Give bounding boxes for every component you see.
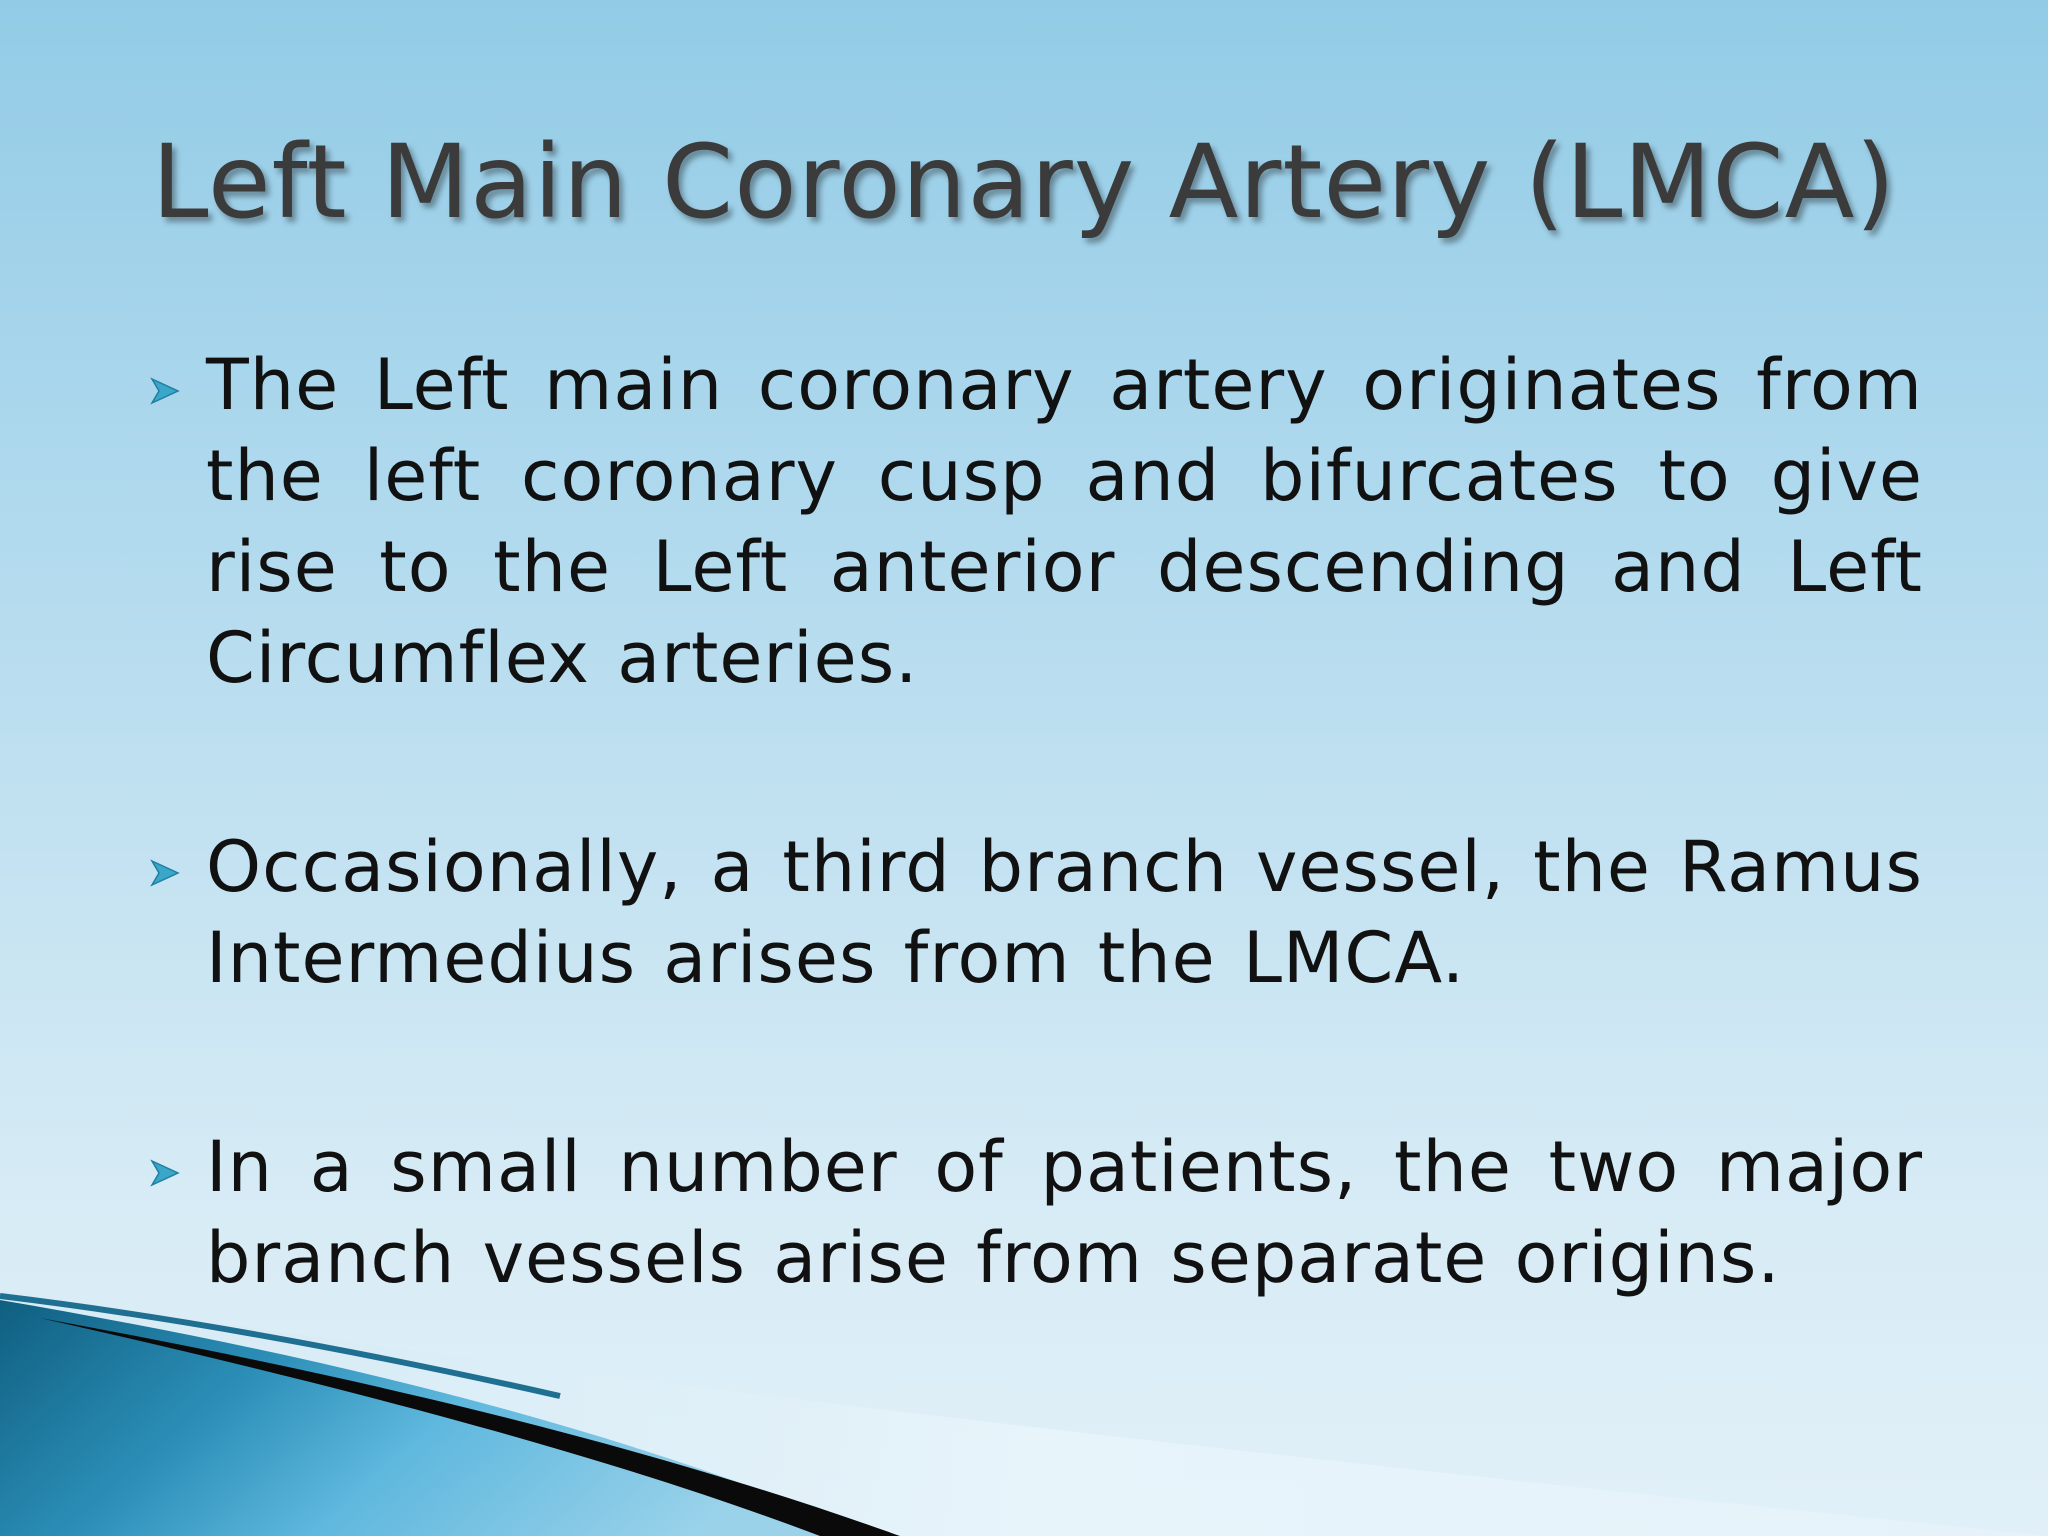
bullet-text: In a small number of patients, the two major branch vessels arise from separate origins. (206, 1126, 1923, 1299)
slide-title: Left Main Coronary Artery (LMCA) (151, 123, 1897, 242)
bullet-item (148, 1122, 1923, 1304)
bullet-item (148, 340, 1923, 704)
bullet-text: The Left main coronary artery originates from the left coronary cusp and bifurcates to give rise to the Left anterior descending and Left Circumflex arteries. (206, 344, 1923, 699)
bullet-text: Occasionally, a third branch vessel, the Ramus Intermedius arises from the LMCA. (206, 826, 1923, 999)
arrow-bullet-icon (148, 1156, 182, 1190)
arrow-bullet-icon (148, 374, 182, 408)
bullet-list (148, 340, 1923, 1422)
arrow-bullet-icon (148, 856, 182, 890)
bullet-item (148, 822, 1923, 1004)
